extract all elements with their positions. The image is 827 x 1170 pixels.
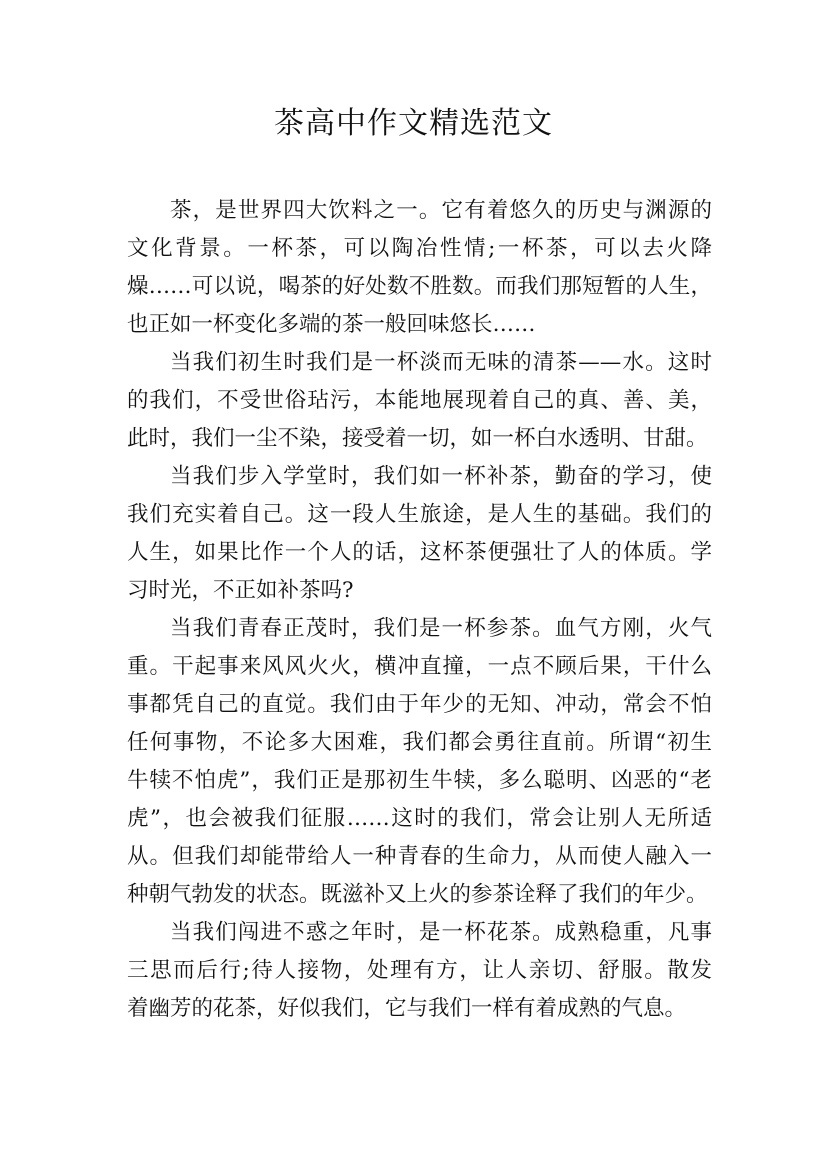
text-line: 种朝气勃发的状态。既滋补又上火的参茶诠释了我们的年少。 — [127, 882, 708, 907]
text-line: 茶，是世界四大饮料之一。它有着悠久的历史与渊源的 — [170, 198, 712, 223]
text-line: 此时，我们一尘不染，接受着一切，如一杯白水透明、甘甜。 — [127, 426, 708, 451]
text-line: 燥……可以说，喝茶的好处数不胜数。而我们那短暂的人生， — [127, 274, 712, 299]
text-line: 文化背景。一杯茶，可以陶冶性情;一杯茶，可以去火降 — [127, 236, 712, 261]
text-line: 牛犊不怕虎”，我们正是那初生牛犊，多么聪明、凶恶的“老 — [127, 768, 712, 793]
text-line: 当我们步入学堂时，我们如一杯补茶，勤奋的学习，使 — [170, 464, 712, 489]
text-line: 习时光，不正如补茶吗? — [127, 578, 354, 603]
text-line: 的我们，不受世俗玷污，本能地展现着自己的真、善、美， — [127, 388, 712, 413]
text-line: 从。但我们却能带给人一种青春的生命力，从而使人融入一 — [127, 844, 712, 869]
text-line: 任何事物，不论多大困难，我们都会勇往直前。所谓“初生 — [127, 730, 712, 755]
text-line: 当我们闯进不惑之年时，是一杯花茶。成熟稳重，凡事 — [170, 920, 712, 945]
text-line: 重。干起事来风风火火，横冲直撞，一点不顾后果，干什么 — [127, 654, 712, 679]
document-title: 茶高中作文精选范文 — [274, 106, 553, 141]
text-line: 事都凭自己的直觉。我们由于年少的无知、冲动，常会不怕 — [127, 692, 712, 717]
text-line: 着幽芳的花茶，好似我们，它与我们一样有着成熟的气息。 — [127, 996, 687, 1021]
text-line: 当我们初生时我们是一杯淡而无味的清茶——水。这时 — [170, 350, 712, 375]
text-line: 我们充实着自己。这一段人生旅途，是人生的基础。我们的 — [127, 502, 712, 527]
text-line: 人生，如果比作一个人的话，这杯茶便强壮了人的体质。学 — [127, 540, 712, 565]
document-body — [127, 192, 712, 1028]
text-line: 三思而后行;待人接物，处理有方，让人亲切、舒服。散发 — [127, 958, 712, 983]
text-line: 当我们青春正茂时，我们是一杯参茶。血气方刚，火气 — [170, 616, 712, 641]
text-line: 虎”，也会被我们征服……这时的我们，常会让别人无所适 — [127, 806, 712, 831]
text-line: 也正如一杯变化多端的茶一般回味悠长…… — [127, 312, 536, 337]
